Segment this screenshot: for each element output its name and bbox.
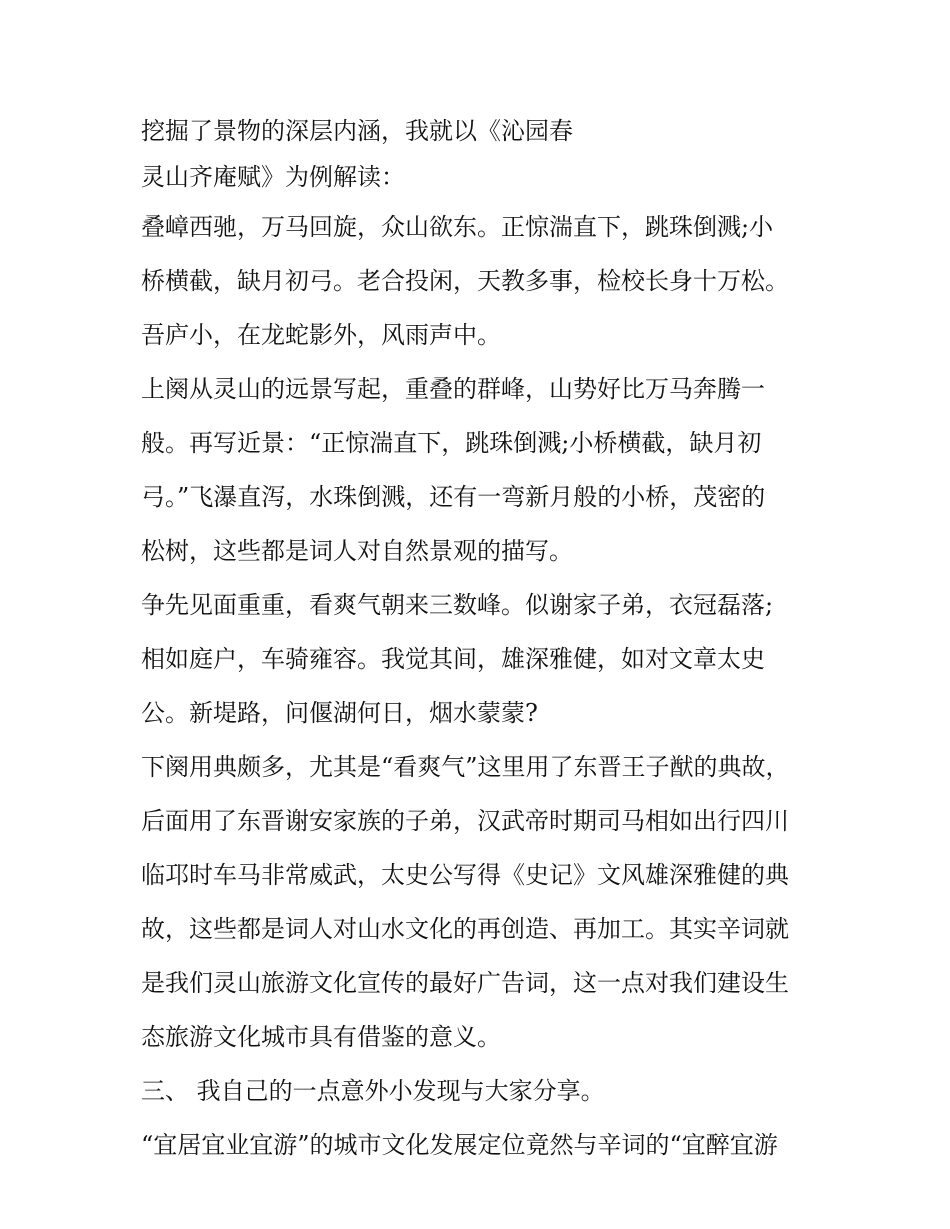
text-line-8: 弓。”飞瀑直泻，水珠倒溅，还有一弯新月般的小桥，茂密的 <box>141 483 766 511</box>
text-line-3: 叠嶂西驰，万马回旋，众山欲东。正惊湍直下，跳珠倒溅;小 <box>141 213 774 241</box>
text-line-2: 灵山齐庵赋》为例解读： <box>141 163 405 191</box>
text-line-19: 三、 我自己的一点意外小发现与大家分享。 <box>141 1077 605 1105</box>
text-line-6: 上阕从灵山的远景写起，重叠的群峰，山势好比万马奔腾一 <box>141 375 765 403</box>
text-line-7: 般。再写近景：“正惊湍直下，跳珠倒溅;小桥横截，缺月初 <box>141 429 762 457</box>
document-body <box>141 108 831 1172</box>
text-line-13: 下阕用典颇多，尤其是“看爽气”这里用了东晋王子猷的典故， <box>141 753 790 781</box>
text-line-18: 态旅游文化城市具有借鉴的意义。 <box>141 1023 501 1051</box>
text-line-14: 后面用了东晋谢安家族的子弟，汉武帝时期司马相如出行四川 <box>141 807 789 835</box>
text-line-1: 挖掘了景物的深层内涵，我就以《沁园春 <box>141 117 573 145</box>
text-line-9: 松树，这些都是词人对自然景观的描写。 <box>141 537 573 565</box>
text-line-5: 吾庐小，在龙蛇影外，风雨声中。 <box>141 321 501 349</box>
text-line-4: 桥横截，缺月初弓。老合投闲，天教多事，检校长身十万松。 <box>141 267 789 295</box>
text-line-11: 相如庭户，车骑雍容。我觉其间，雄深雅健，如对文章太史 <box>141 645 765 673</box>
text-line-16: 故，这些都是词人对山水文化的再创造、再加工。其实辛词就 <box>141 915 789 943</box>
text-line-17: 是我们灵山旅游文化宣传的最好广告词，这一点对我们建设生 <box>141 969 789 997</box>
text-line-15: 临邛时车马非常威武，太史公写得《史记》文风雄深雅健的典 <box>141 861 789 889</box>
text-line-10: 争先见面重重，看爽气朝来三数峰。似谢家子弟，衣冠磊落; <box>141 591 774 619</box>
text-line-12: 公。新堤路，问偃湖何日，烟水蒙蒙? <box>141 699 538 727</box>
text-line-20: “宜居宜业宜游”的城市文化发展定位竟然与辛词的“宜醉宜游 <box>141 1131 778 1159</box>
